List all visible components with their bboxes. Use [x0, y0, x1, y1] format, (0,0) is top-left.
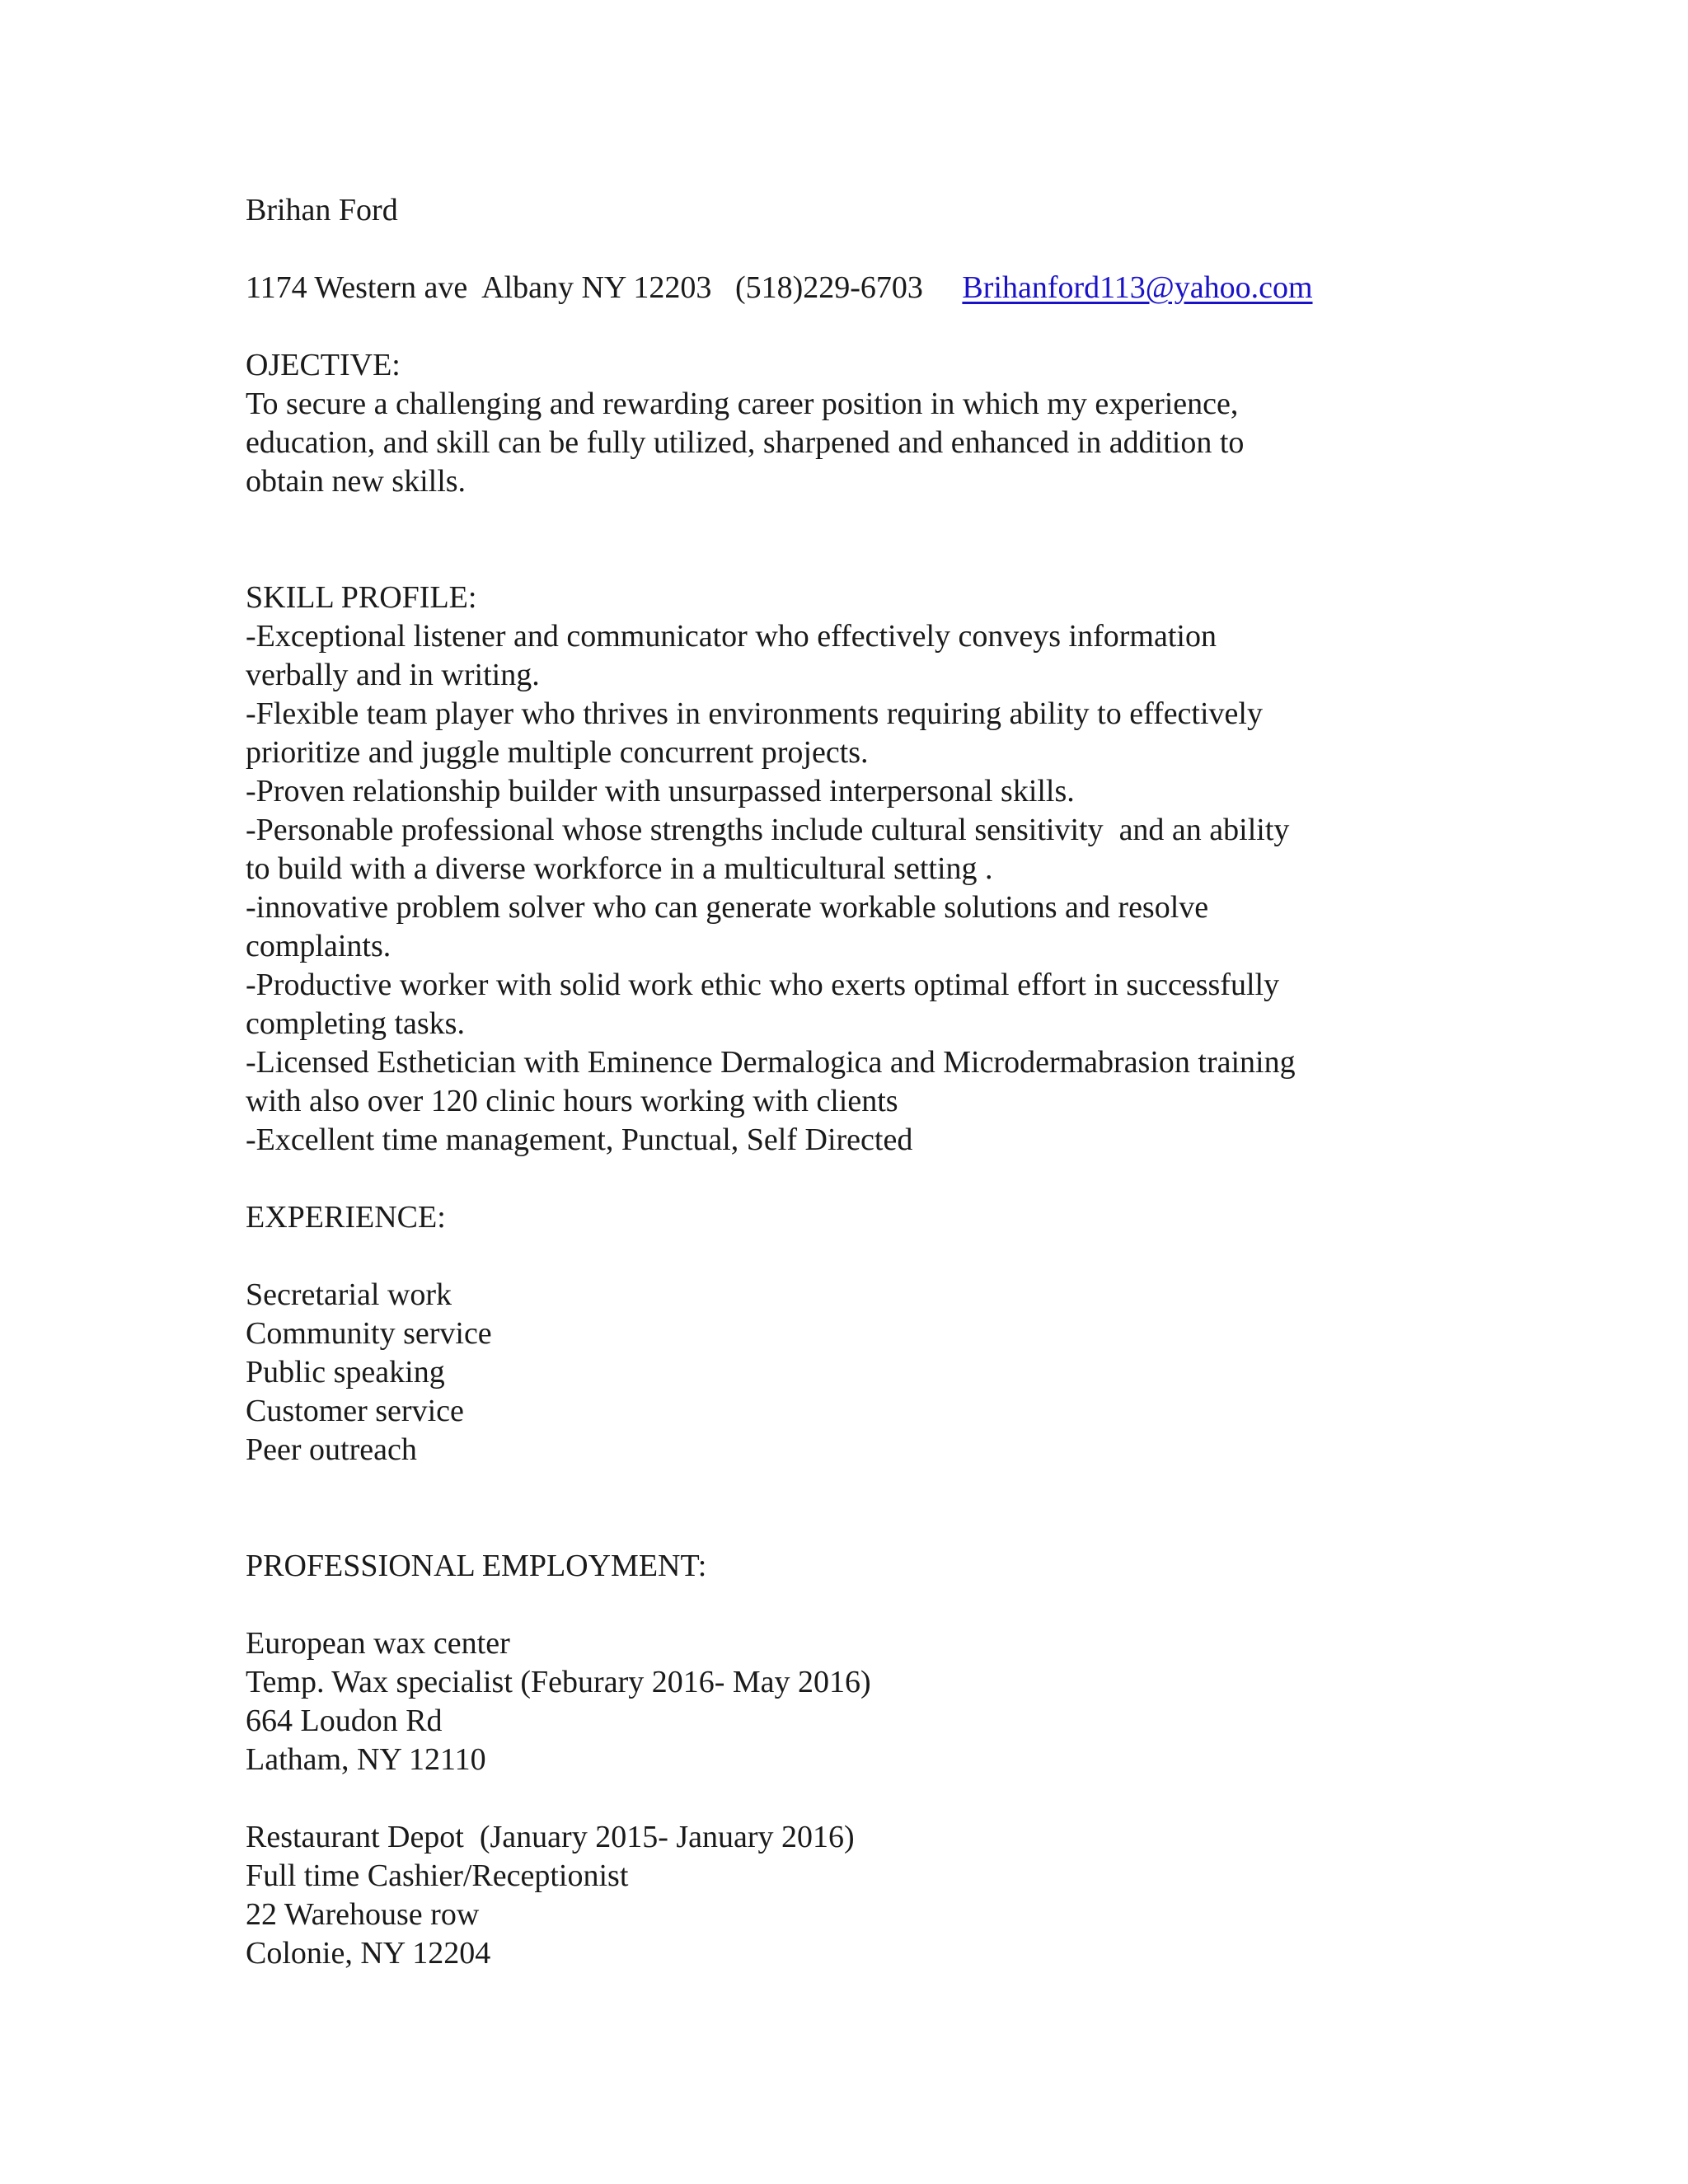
experience-heading: EXPERIENCE:	[246, 1200, 446, 1235]
objective-line: education, and skill can be fully utilized, sharpened and enhanced in addition to	[246, 425, 1245, 460]
contact-separator	[711, 270, 735, 305]
job-employer: Restaurant Depot (January 2015- January 2016)	[246, 1820, 855, 1854]
skill-line: with also over 120 clinic hours working with clients	[246, 1084, 898, 1118]
skill-line: completing tasks.	[246, 1006, 465, 1041]
contact-separator	[923, 270, 963, 305]
skill-line: -innovative problem solver who can generate workable solutions and resolve	[246, 890, 1209, 925]
spacer	[246, 1237, 1482, 1276]
skill-line: -Proven relationship builder with unsurpassed interpersonal skills.	[246, 774, 1075, 808]
email-link[interactable]: Brihanford113@yahoo.com	[962, 270, 1313, 305]
job-title: Full time Cashier/Receptionist	[246, 1858, 629, 1893]
experience-item: Secretarial work	[246, 1277, 452, 1312]
objective-line: obtain new skills.	[246, 464, 467, 499]
objective-line: To secure a challenging and rewarding career position in which my experience,	[246, 387, 1239, 421]
job-employer: European wax center	[246, 1626, 510, 1661]
applicant-name: Brihan Ford	[246, 193, 398, 227]
skill-line: -Flexible team player who thrives in environments requiring ability to effectively	[246, 696, 1263, 731]
job-city: Latham, NY 12110	[246, 1742, 486, 1777]
job-city: Colonie, NY 12204	[246, 1936, 491, 1971]
address-text: 1174 Western ave Albany NY 12203	[246, 270, 712, 305]
skill-line: verbally and in writing.	[246, 658, 540, 692]
skill-profile-heading: SKILL PROFILE:	[246, 580, 477, 615]
spacer	[246, 1586, 1482, 1624]
job-street: 22 Warehouse row	[246, 1897, 480, 1932]
job-entry	[246, 1624, 1482, 1779]
spacer	[246, 1469, 1482, 1547]
skill-line: complaints.	[246, 929, 392, 963]
skill-line: prioritize and juggle multiple concurrent projects.	[246, 735, 869, 770]
skill-line: -Exceptional listener and communicator who effectively conveys information	[246, 619, 1217, 654]
skill-line: -Excellent time management, Punctual, Self Directed	[246, 1122, 913, 1157]
experience-item: Public speaking	[246, 1355, 445, 1390]
experience-item: Peer outreach	[246, 1432, 417, 1467]
experience-item: Community service	[246, 1316, 492, 1351]
contact-row	[246, 269, 1482, 307]
objective-heading: OJECTIVE:	[246, 348, 401, 382]
job-title: Temp. Wax specialist (Feburary 2016- May 2016)	[246, 1665, 871, 1699]
spacer	[246, 501, 1482, 579]
skill-line: -Personable professional whose strengths include cultural sensitivity and an ability	[246, 813, 1290, 847]
phone-text: (518)229-6703	[734, 270, 923, 305]
job-entry	[246, 1818, 1482, 1973]
skill-line: -Productive worker with solid work ethic who exerts optimal effort in successfully	[246, 968, 1280, 1002]
spacer	[246, 1160, 1482, 1198]
skill-line: -Licensed Esthetician with Eminence Dermalogica and Microdermabrasion training	[246, 1045, 1296, 1080]
spacer	[246, 1779, 1482, 1818]
spacer	[246, 307, 1482, 346]
employment-heading: PROFESSIONAL EMPLOYMENT:	[246, 1549, 707, 1583]
spacer	[246, 230, 1482, 269]
experience-item: Customer service	[246, 1394, 464, 1428]
job-street: 664 Loudon Rd	[246, 1704, 443, 1738]
skill-line: to build with a diverse workforce in a multicultural setting .	[246, 851, 993, 886]
resume-document	[246, 191, 1482, 1973]
